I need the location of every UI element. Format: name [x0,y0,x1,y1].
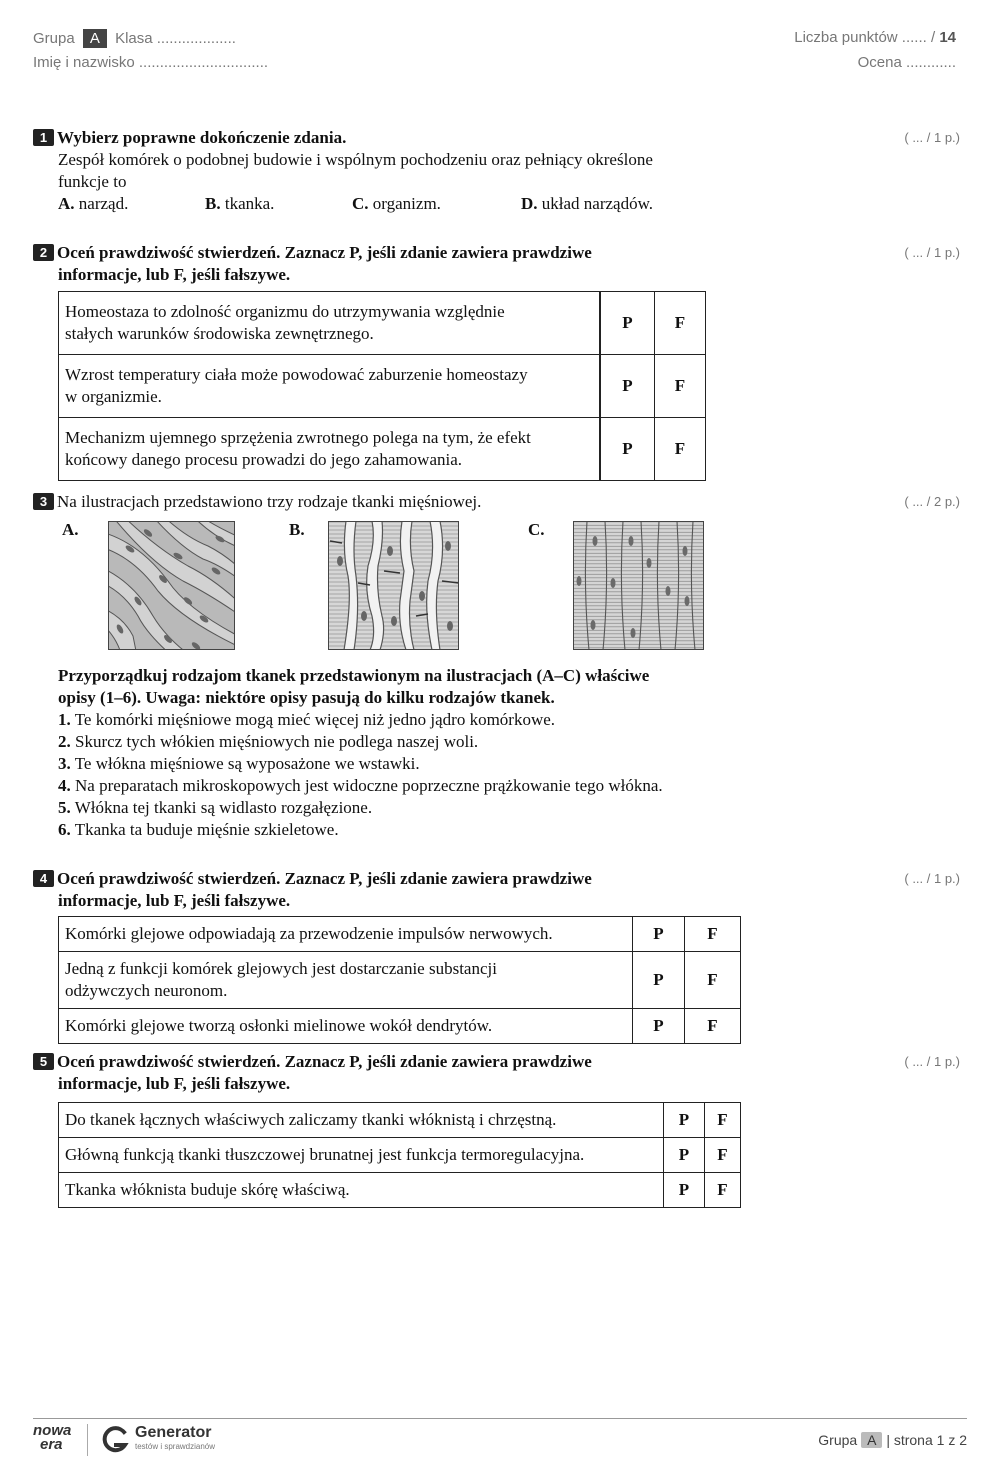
question-1-points: ( ... / 1 p.) [904,130,960,145]
false-option[interactable]: F [685,1009,741,1044]
false-option[interactable]: F [705,1138,741,1173]
statement-cell: Mechanizm ujemnego sprzężenia zwrotnego polega na tym, że efekt końcowy danego procesu prowadzi do jego zahamowania. [59,418,601,481]
statement-cell: Komórki glejowe tworzą osłonki mielinowe wokół dendrytów. [59,1009,633,1044]
group-field [33,29,236,48]
figure-c-label: C. [528,520,545,539]
points-total: 14 [939,29,956,46]
true-option[interactable]: P [600,418,655,481]
points-field [794,29,956,46]
generator-brand: Generator testów i sprawdzianów [135,1424,216,1451]
question-5-title-line2: informacje, lub F, jeśli fałszywe. [58,1074,291,1093]
table-row [59,292,706,355]
table-row [59,1103,741,1138]
option-b[interactable]: B. tkanka. [205,194,275,213]
question-3-intro: Na ilustracjach przedstawiono trzy rodzaje tkanki mięśniowej. [57,492,482,511]
statement-cell: Tkanka włóknista buduje skórę właściwą. [59,1173,664,1208]
table-row [59,1009,741,1044]
question-5-points: ( ... / 1 p.) [904,1054,960,1069]
footer-divider [33,1418,967,1419]
question-2 [33,242,963,481]
list-item: 4. Na preparatach mikroskopowych jest widoczne poprzeczne prążkowanie tego włókna. [58,776,663,795]
question-5 [33,1051,963,1208]
group-letter-badge: A [83,29,107,48]
false-option[interactable]: F [685,917,741,952]
question-4-table [58,916,741,1044]
table-row [59,355,706,418]
question-4-title-line2: informacje, lub F, jeśli fałszywe. [58,891,291,910]
list-item: 5. Włókna tej tkanki są widlasto rozgałęzione. [58,798,373,817]
grade-field: Ocena ............ [857,54,956,71]
footer-separator [87,1424,88,1456]
page-number: | strona 1 z 2 [886,1432,967,1448]
question-1-text-line1: Zespół komórek o podobnej budowie i wspólnym pochodzeniu oraz pełniący określone [58,150,653,169]
false-option[interactable]: F [655,355,706,418]
option-a[interactable]: A. narząd. [58,194,129,213]
question-3-task [33,665,963,841]
question-1 [33,127,963,215]
question-1-title: Wybierz poprawne dokończenie zdania. [57,128,347,147]
name-field: Imię i nazwisko ............................... [33,54,269,71]
class-field: Klasa ................... [115,30,236,47]
skeletal-muscle-illustration [573,521,704,650]
question-3-points: ( ... / 2 p.) [904,494,960,509]
smooth-muscle-illustration [108,521,235,650]
true-option[interactable]: P [664,1103,705,1138]
true-option[interactable]: P [664,1173,705,1208]
figure-a-label: A. [62,520,79,539]
question-3-number: 3 [33,493,54,510]
false-option[interactable]: F [705,1173,741,1208]
option-c[interactable]: C. organizm. [352,194,441,213]
question-4-points: ( ... / 1 p.) [904,871,960,886]
question-4-number: 4 [33,870,54,887]
question-5-title-line1: Oceń prawdziwość stwierdzeń. Zaznacz P, jeśli zdanie zawiera prawdziwe [57,1052,592,1071]
question-3-task-line1: Przyporządkuj rodzajom tkanek przedstawionym na ilustracjach (A–C) właściwe [58,666,650,685]
question-3 [33,491,963,513]
question-2-table [58,291,706,481]
footer-page-info [818,1432,967,1448]
question-2-title-line2: informacje, lub F, jeśli fałszywe. [58,265,291,284]
statement-cell: Homeostaza to zdolność organizmu do utrzymywania względnie stałych warunków środowiska zewnętrznego. [59,292,601,355]
true-option[interactable]: P [600,292,655,355]
points-label: Liczba punktów ...... / [794,29,936,46]
question-5-number: 5 [33,1053,54,1070]
true-option[interactable]: P [664,1138,705,1173]
false-option[interactable]: F [655,418,706,481]
footer-group-badge: A [861,1432,882,1448]
statement-cell: Do tkanek łącznych właściwych zaliczamy tkanki włóknistą i chrzęstną. [59,1103,664,1138]
question-4 [33,868,963,1044]
question-1-text-line2: funkcje to [58,172,127,191]
true-option[interactable]: P [633,1009,685,1044]
question-2-title-line1: Oceń prawdziwość stwierdzeń. Zaznacz P, jeśli zdanie zawiera prawdziwe [57,243,592,262]
true-option[interactable]: P [633,952,685,1009]
list-item: 1. Te komórki mięśniowe mogą mieć więcej niż jedno jądro komórkowe. [58,710,556,729]
false-option[interactable]: F [655,292,706,355]
table-row [59,1173,741,1208]
generator-logo-icon [100,1425,130,1455]
list-item: 3. Te włókna mięśniowe są wyposażone we wstawki. [58,754,420,773]
statement-cell: Wzrost temperatury ciała może powodować zaburzenie homeostazy w organizmie. [59,355,601,418]
question-5-table [58,1102,741,1208]
question-1-options [58,193,963,215]
false-option[interactable]: F [685,952,741,1009]
true-option[interactable]: P [633,917,685,952]
statement-cell: Jedną z funkcji komórek glejowych jest dostarczanie substancji odżywczych neuronom. [59,952,633,1009]
table-row [59,952,741,1009]
option-d[interactable]: D. układ narządów. [521,194,654,213]
cardiac-muscle-illustration [328,521,459,650]
table-row [59,418,706,481]
list-item: 2. Skurcz tych włókien mięśniowych nie podlega naszej woli. [58,732,479,751]
footer-group-label: Grupa [818,1432,858,1448]
statement-cell: Główną funkcją tkanki tłuszczowej brunatnej jest funkcja termoregulacyjna. [59,1138,664,1173]
group-label: Grupa [33,30,75,47]
true-option[interactable]: P [600,355,655,418]
question-1-number: 1 [33,129,54,146]
question-2-number: 2 [33,244,54,261]
false-option[interactable]: F [705,1103,741,1138]
question-4-title-line1: Oceń prawdziwość stwierdzeń. Zaznacz P, jeśli zdanie zawiera prawdziwe [57,869,592,888]
figure-b-label: B. [289,520,305,539]
question-2-points: ( ... / 1 p.) [904,245,960,260]
question-3-task-line2: opisy (1–6). Uwaga: niektóre opisy pasują do kilku rodzajów tkanek. [58,688,555,707]
list-item: 6. Tkanka ta buduje mięśnie szkieletowe. [58,820,339,839]
table-row [59,1138,741,1173]
statement-cell: Komórki glejowe odpowiadają za przewodzenie impulsów nerwowych. [59,917,633,952]
table-row [59,917,741,952]
nowa-era-logo: nowa era [33,1422,72,1453]
